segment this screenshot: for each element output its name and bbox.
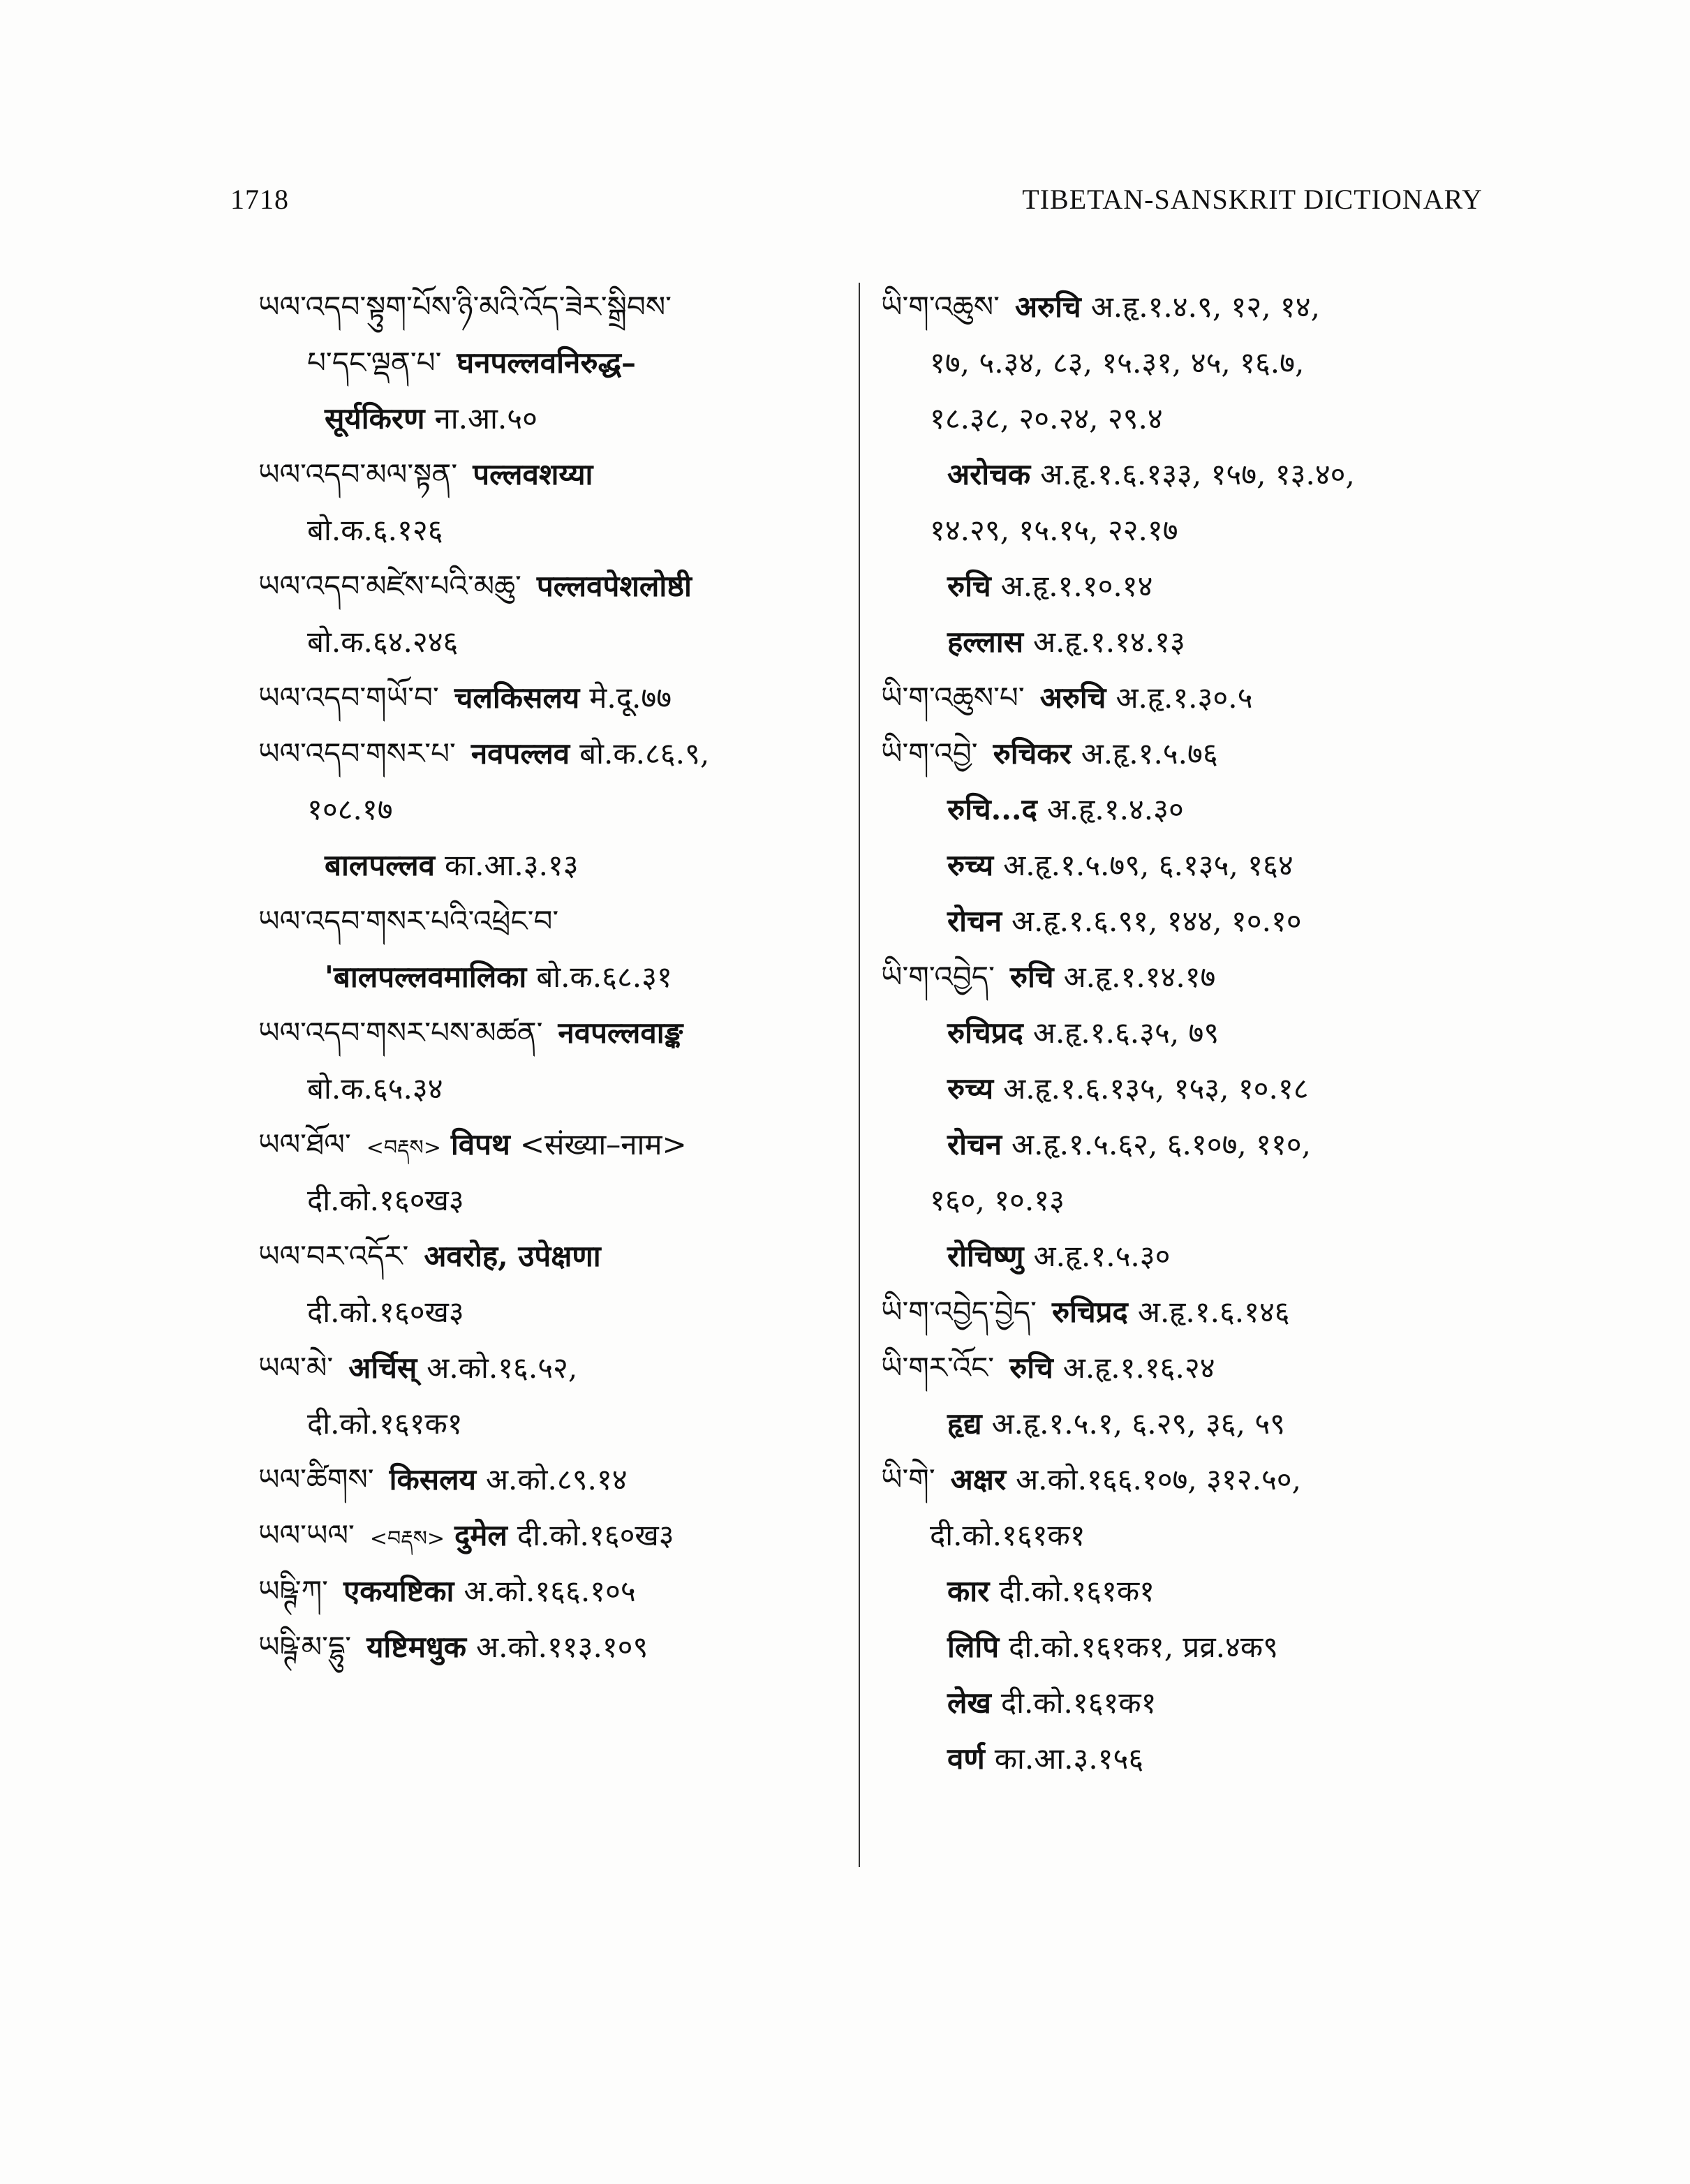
source-reference: अ.हृ.१.६.१३५, १५३, १०.१८ xyxy=(1003,1071,1309,1106)
sanskrit-equivalent: दुमेल xyxy=(454,1518,507,1552)
entry-line xyxy=(258,1173,852,1228)
grammar-note: <བརྡས> xyxy=(366,1136,441,1160)
entry-line xyxy=(881,1340,1509,1396)
entry-line xyxy=(258,1061,852,1117)
tibetan-headword: ཡལ་འདབ་གསར་པའི་འཕྲེང་བ་ xyxy=(258,904,559,938)
source-reference: अ.हृ.१.६.३५, ७९ xyxy=(1032,1016,1220,1050)
sanskrit-equivalent: वर्ण xyxy=(947,1741,985,1776)
entry-line xyxy=(881,1452,1509,1508)
source-reference: बो.क.६५.३४ xyxy=(307,1071,443,1106)
entry-line xyxy=(881,1117,1509,1173)
tibetan-headword: ཡལ་ཚིགས་ xyxy=(258,1462,374,1496)
sanskrit-equivalent: कार xyxy=(947,1574,990,1608)
source-reference: दी.को.१६१क१ xyxy=(307,1406,463,1441)
source-reference: अ.हृ.१.५.७९, ६.१३५, १६४ xyxy=(1003,848,1294,882)
sanskrit-equivalent: रुचिप्रद xyxy=(947,1016,1023,1050)
entry-line xyxy=(258,503,852,558)
sanskrit-equivalent: घनपल्लवनिरुद्ध– xyxy=(457,346,637,380)
entry-line xyxy=(881,447,1509,503)
source-reference: अ.हृ.१.५.३० xyxy=(1033,1239,1171,1273)
source-reference: दी.को.१६१क१ xyxy=(1000,1686,1157,1720)
entry-line xyxy=(881,1396,1509,1452)
source-reference: अ.हृ.१.१४.१३ xyxy=(1033,625,1185,659)
tibetan-headword: ཡལ་འདབ་མཛེས་པའི་མཆུ་ xyxy=(258,569,521,603)
source-reference: बो.क.६८.३१ xyxy=(536,960,672,994)
entry-line xyxy=(258,279,852,335)
source-reference: अ.हृ.१.६.९१, १४४, १०.१० xyxy=(1011,904,1302,938)
tibetan-headword: ཡལ་མེ་ xyxy=(258,1351,334,1385)
source-reference: अ.को.१६६.१०५ xyxy=(464,1574,636,1608)
entry-line xyxy=(258,1228,852,1284)
tibetan-headword: ཡལ་ཡལ་ xyxy=(258,1518,355,1552)
entry-line xyxy=(881,503,1509,558)
entry-line xyxy=(258,670,852,726)
entry-line xyxy=(881,1508,1509,1563)
source-reference: अ.को.१६६.१०७, ३१२.५०, xyxy=(1016,1462,1301,1496)
source-reference: दी.को.१६०ख३ xyxy=(517,1518,674,1552)
sanskrit-equivalent: रोचिष्णु xyxy=(947,1239,1024,1273)
source-reference: अ.हृ.१.५.१, ६.२९, ३६, ५९ xyxy=(991,1406,1286,1441)
entry-line xyxy=(258,1340,852,1396)
page-header xyxy=(0,0,1690,230)
sanskrit-equivalent: अरोचक xyxy=(947,457,1031,491)
sanskrit-equivalent: रुचि xyxy=(1009,960,1054,994)
source-reference: अ.हृ.१.१०.१४ xyxy=(1000,569,1153,603)
right-column xyxy=(881,279,1509,1787)
source-reference: अ.हृ.१.५.७६ xyxy=(1081,736,1218,771)
sanskrit-equivalent: यष्टिमधुक xyxy=(366,1630,467,1664)
tibetan-headword: ཡལ་འདབ་གསར་པས་མཚན་ xyxy=(258,1016,543,1050)
entry-line xyxy=(881,893,1509,949)
sanskrit-equivalent: सूर्यकिरण xyxy=(325,401,425,436)
tibetan-headword: ཡལ་བར་འདོར་ xyxy=(258,1239,409,1273)
source-reference: दी.को.१६१क१ xyxy=(930,1518,1085,1552)
tibetan-headword: ཡི་ག་འབྱེད་བྱེད་ xyxy=(881,1295,1037,1329)
entry-line xyxy=(881,1731,1509,1787)
sanskrit-equivalent: रुचि xyxy=(947,569,991,603)
sanskrit-equivalent: अवरोह, उपेक्षणा xyxy=(424,1239,601,1273)
tibetan-headword: ཡི་ག་འཆུས་ xyxy=(881,290,1000,324)
tibetan-headword: ཡལ་འདབ་སྟུག་པོས་ཉི་མའི་འོད་ཟེར་སྒྲིབས་ xyxy=(258,290,672,324)
tibetan-headword: ཡལ་ཐོལ་ xyxy=(258,1127,351,1161)
source-reference: अ.हृ.१.६.१४६ xyxy=(1137,1295,1290,1329)
column-divider xyxy=(859,283,860,1867)
source-reference: का.आ.३.१५६ xyxy=(994,1741,1144,1776)
entry-line xyxy=(258,1117,852,1173)
sanskrit-equivalent: हल्लास xyxy=(947,625,1023,659)
entry-line xyxy=(258,893,852,949)
tibetan-headword: ཡི་གར་འོང་ xyxy=(881,1351,995,1385)
sanskrit-equivalent: रुच्य xyxy=(947,848,994,882)
entry-line xyxy=(881,1228,1509,1284)
source-reference: अ.को.११३.१०९ xyxy=(476,1630,648,1664)
source-reference: अ.हृ.१.४.३० xyxy=(1046,792,1184,826)
source-reference: अ.को.१६.५२, xyxy=(427,1351,578,1385)
entry-line xyxy=(881,1005,1509,1061)
source-reference: अ.हृ.१.६.१३३, १५७, १३.४०, xyxy=(1040,457,1355,491)
sanskrit-equivalent: 'बालपल्लवमालिका xyxy=(325,960,527,994)
tibetan-headword: ཡལ་འདབ་གཡོ་བ་ xyxy=(258,681,439,715)
entry-line xyxy=(258,1005,852,1061)
sanskrit-equivalent: रुचिकर xyxy=(993,736,1072,771)
running-title: TIBETAN-SANSKRIT DICTIONARY xyxy=(1022,184,1483,215)
source-reference: मे.दू.७७ xyxy=(589,681,672,715)
source-reference: का.आ.३.१३ xyxy=(444,848,579,882)
source-reference: अ.हृ.१.१६.२४ xyxy=(1062,1351,1215,1385)
tibetan-headword: ཡལ་འདབ་གསར་པ་ xyxy=(258,736,456,771)
sanskrit-equivalent: लेख xyxy=(947,1686,991,1720)
tibetan-headword: ཡི་ག་འབྱེད་ xyxy=(881,960,995,994)
sanskrit-equivalent: पल्लवशय्या xyxy=(473,457,593,491)
source-reference: ना.आ.५० xyxy=(434,401,538,436)
sanskrit-equivalent: बालपल्लव xyxy=(325,848,435,882)
source-reference: बो.क.८६.९, xyxy=(579,736,710,771)
entry-line xyxy=(881,1563,1509,1619)
grammar-note: <བརྡས> xyxy=(369,1526,445,1551)
tibetan-headword: ཡཥྚི་མ་དྷུ་ xyxy=(258,1630,352,1664)
entry-line xyxy=(258,949,852,1005)
tibetan-headword: ཡལ་འདབ་མལ་སྟན་ xyxy=(258,457,458,491)
sanskrit-equivalent: नवपल्लवाङ्क xyxy=(558,1016,683,1050)
source-reference: दी.को.१६०ख३ xyxy=(307,1295,464,1329)
entry-line xyxy=(881,391,1509,447)
source-reference: १०८.१७ xyxy=(307,792,393,826)
entry-line xyxy=(258,1619,852,1675)
sanskrit-equivalent: रोचन xyxy=(947,904,1002,938)
source-reference: बो.क.६४.२४६ xyxy=(307,625,459,659)
sanskrit-equivalent: अर्चिस् xyxy=(348,1351,417,1385)
entry-line xyxy=(258,1452,852,1508)
sanskrit-equivalent: अक्षर xyxy=(950,1462,1007,1496)
entry-line xyxy=(258,447,852,503)
entry-line xyxy=(881,1675,1509,1731)
entry-line xyxy=(258,391,852,447)
entry-line xyxy=(258,1508,852,1563)
sanskrit-equivalent: रुचि xyxy=(1009,1351,1053,1385)
sanskrit-equivalent: रुचि...द xyxy=(947,792,1037,826)
sanskrit-equivalent: एकयष्टिका xyxy=(343,1574,454,1608)
source-reference: १८.३८, २०.२४, २९.४ xyxy=(930,401,1163,436)
entry-line xyxy=(881,614,1509,670)
entry-line xyxy=(881,838,1509,893)
source-reference: अ.को.८९.१४ xyxy=(485,1462,628,1496)
entry-line xyxy=(258,614,852,670)
source-reference: १६०, १०.१३ xyxy=(930,1183,1065,1217)
source-reference: दी.को.१६०ख३ xyxy=(307,1183,464,1217)
source-reference: दी.को.१६१क१, प्रव्र.४क९ xyxy=(1009,1630,1278,1664)
sanskrit-equivalent: लिपि xyxy=(947,1630,1000,1664)
entry-line xyxy=(881,949,1509,1005)
source-reference: अ.हृ.१.५.६२, ६.१०७, ११०, xyxy=(1011,1127,1311,1161)
tibetan-headword: ཡི་གེ་ xyxy=(881,1462,935,1496)
tibetan-headword: ཡི་ག་འཆུས་པ་ xyxy=(881,681,1025,715)
sanskrit-equivalent: किसलय xyxy=(389,1462,476,1496)
sanskrit-equivalent: नवपल्लव xyxy=(470,736,570,771)
entry-line xyxy=(881,782,1509,838)
entry-line xyxy=(881,726,1509,782)
sanskrit-equivalent: हृद्य xyxy=(947,1406,982,1441)
source-reference: अ.हृ.१.१४.१७ xyxy=(1063,960,1216,994)
sanskrit-equivalent: अरुचि xyxy=(1039,681,1106,715)
entry-line xyxy=(881,1619,1509,1675)
left-column xyxy=(258,279,852,1675)
page-number: 1718 xyxy=(230,184,289,215)
source-reference: <संख्या–नाम> xyxy=(519,1127,687,1161)
entry-line xyxy=(881,1061,1509,1117)
entry-line xyxy=(258,1563,852,1619)
sanskrit-equivalent: अरुचि xyxy=(1014,290,1081,324)
entry-line xyxy=(258,1284,852,1340)
entry-line xyxy=(881,279,1509,335)
sanskrit-equivalent: रुच्य xyxy=(947,1071,994,1106)
source-reference: १७, ५.३४, ८३, १५.३१, ४५, १६.७, xyxy=(930,346,1305,380)
entry-line xyxy=(258,782,852,838)
entry-line xyxy=(881,1284,1509,1340)
source-reference: बो.क.६.१२६ xyxy=(307,513,443,547)
entry-line xyxy=(258,726,852,782)
entry-line xyxy=(881,335,1509,391)
source-reference: १४.२९, १५.१५, २२.१७ xyxy=(930,513,1178,547)
entry-line xyxy=(881,670,1509,726)
entry-line xyxy=(881,1173,1509,1228)
sanskrit-equivalent: रोचन xyxy=(947,1127,1002,1161)
sanskrit-equivalent: रुचिप्रद xyxy=(1051,1295,1128,1329)
tibetan-headword: ཡི་ག་འབྱེ་ xyxy=(881,736,978,771)
source-reference: अ.हृ.१.३०.५ xyxy=(1115,681,1253,715)
entry-line xyxy=(258,1396,852,1452)
entry-line xyxy=(881,558,1509,614)
source-reference: दी.को.१६१क१ xyxy=(999,1574,1155,1608)
tibetan-headword: ཡཥྚི་ཀ་ xyxy=(258,1574,329,1608)
sanskrit-equivalent: पल्लवपेशलोष्ठी xyxy=(536,569,692,603)
source-reference: अ.हृ.१.४.९, १२, १४, xyxy=(1090,290,1320,324)
sanskrit-equivalent: चलकिसलय xyxy=(454,681,580,715)
entry-line xyxy=(258,335,852,391)
tibetan-headword: པ་དང་ལྡན་པ་ xyxy=(307,346,442,380)
entry-line xyxy=(258,558,852,614)
sanskrit-equivalent: विपथ xyxy=(450,1127,510,1161)
entry-line xyxy=(258,838,852,893)
